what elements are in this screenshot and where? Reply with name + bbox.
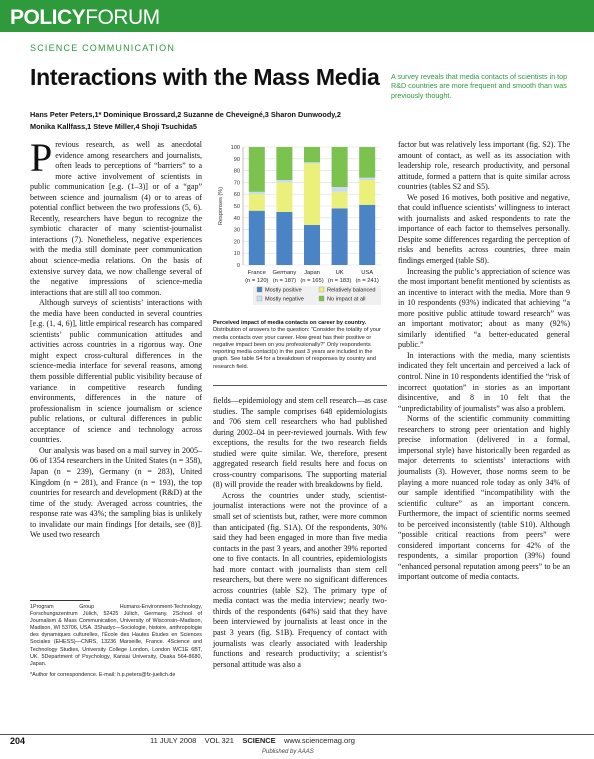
y-tick-label: 70 [233, 180, 240, 187]
caption-body: Distribution of answers to the question: “Consider the totality of your media contacts over your career. How great has their positive or negative impact been on you professionally?” Only respondents reporting media contact(s) in the past 3 years are included in the graph. See table S4 for a breakdown of responses by country and research field. [213, 327, 381, 370]
text-column-2 [213, 396, 387, 670]
bar-mostly-negative [249, 192, 265, 194]
x-tick-label: Germany [272, 270, 297, 276]
section-label: SCIENCE COMMUNICATION [30, 43, 176, 53]
y-tick-label: 100 [230, 145, 240, 151]
bar-mostly-negative [276, 180, 292, 182]
drop-cap: P [30, 135, 53, 180]
paragraph: factor but was relatively less important (fig. S2). The amount of contact, as well as its association with leadership role, research productivity, and personal attitude, formed a pattern that is quite similar across countries (tables S2 and S5). [398, 140, 570, 192]
y-tick-label: 20 [233, 239, 240, 246]
bar-mostly-positive [276, 212, 292, 265]
paragraph: In interactions with the media, many scientists indicated they felt uncertain and perceived a lack of control. Nine in 10 respondents identified the “risk of incorrect quotation” in stories as an important disincentive, and 8 in 10 felt that the “unpredictability of journalists” was also a problem. [398, 350, 570, 413]
page-number: 204 [10, 736, 26, 746]
bar-mostly-negative [304, 162, 320, 163]
x-tick-n-label: (n = 187) [272, 278, 297, 284]
y-tick-label: 40 [233, 215, 240, 222]
x-tick-label: USA [361, 270, 374, 276]
correspondence-note: *Author for correspondence. E-mail: h.p.peters@fz-juelich.de [30, 671, 176, 678]
paragraph: Our analysis was based on a mail survey in 2005–06 of 1354 researchers in the United States (n = 358), Japan (n = 239), Germany (n = 283), United Kingdom (n = 281), and France (n = 193), the top countries for research and development (R&D) at the time of the study. Averaged across countries, the response rate was 43%; the sampling bias is unlikely to invalidate our main findings [for details, see (8)]. We used two research [30, 445, 202, 540]
bar-mostly-negative [359, 178, 375, 180]
footnote-divider [30, 600, 90, 601]
x-tick-n-label: (n = 241) [355, 278, 379, 284]
bar-mostly-positive [359, 205, 375, 265]
legend-swatch [257, 287, 262, 292]
career-impact-chart [213, 141, 387, 317]
text-column-3 [398, 140, 570, 583]
bar-relatively-balanced [359, 180, 375, 205]
bar-relatively-balanced [276, 182, 292, 212]
download-note [572, 155, 586, 595]
legend-label: Mostly negative [265, 296, 304, 303]
y-tick-label: 80 [233, 168, 240, 175]
bar-mostly-negative [332, 187, 348, 192]
author-list [30, 109, 430, 132]
bar-mostly-positive [332, 208, 348, 265]
publisher-note: Published by AAAS [262, 749, 314, 755]
bar-no-impact-at-all [304, 147, 320, 162]
footer-divider [0, 734, 594, 735]
y-tick-label: 60 [233, 192, 240, 199]
paragraph: Previous research, as well as anecdotal evidence among researchers and journalists, often leads to perceptions of “barriers” to a more active involvement of scientists in public communication [e.g. (1–3)] or of a “gap” between science and journalism (4) or to areas of potential conflict between the two professions (5, 6). Recently, researchers have begun to recognize the symbiotic character of many scientist-journalist interactions (7). Nonetheless, negative experiences with the media still dominate peer communication about science-media relations. On the basis of extensive survey data, we now challenge several of the negative impressions of science-media interactions that are still all too common. [30, 135, 202, 297]
bar-mostly-positive [249, 211, 265, 265]
figure-caption [213, 320, 387, 371]
author-line-2: Monika Kallfass,1 Steve Miller,4 Shoji Tsuchida5 [30, 121, 197, 131]
article-title: Interactions with the Mass Media [30, 64, 380, 90]
y-tick-label: 10 [233, 251, 240, 258]
paragraph: fields—epidemiology and stem cell research—as case studies. The sample comprises 648 epidemiologists and 706 stem cell researchers who had published during 2002–04 in peer-reviewed journals. With few exceptions, the results for the two research fields studied were quite similar. We, therefore, present aggregated research field results here and focus on cross-country comparisons. The supporting material (8) will provide the reader with breakdowns by field. [213, 396, 387, 490]
x-tick-n-label: (n = 183) [327, 278, 352, 284]
legend-swatch [257, 296, 262, 301]
paragraph: Across the countries under study, scientist-journalist interactions were not the province of a small set of scientists but, rather, were more common than anticipated (fig. S1A). Of the respondents, 30% said they had been engaged in more than five media contacts in the past 3 years, and another 39% reported one to five contacts. In all countries, epidemiologists had more contact with journalists than stem cell researchers, but there were no significant differences across countries (table S2). The primary type of media contact was the media interview; nearly two-thirds of the respondents (64%) said that they have been interviewed by journalists at least once in the past 3 years (fig. S1B). Frequency of contact with journalists was clearly associated with leadership functions and research productivity; a scientist’s personal attitude was also a [213, 490, 387, 669]
paragraph: Although surveys of scientists’ interactions with the media have been conducted in several countries [e.g. (1, 4, 6)], little empirical research has compared scientists’ public communication attitudes and activities across countries in a rigorous way. One might expect cross-cultural differences in the science-media interface for several reasons, among them possible differential public visibility because of variance in competitive research funding environments, differences in the nature of professionalism in science journalism or science public relations, or cultural differences in public acceptance of science and technology across countries. [30, 298, 202, 445]
bar-relatively-balanced [249, 194, 265, 211]
y-axis-label: Responses (%) [218, 186, 224, 226]
bar-relatively-balanced [304, 164, 320, 225]
x-tick-label: France [247, 270, 266, 276]
banner-title: POLICYFORUM [10, 6, 160, 29]
bar-no-impact-at-all [249, 147, 265, 192]
x-tick-n-label: (n = 165) [300, 278, 324, 284]
article-tagline: A survey reveals that media contacts of scientists in top R&D countries are more frequent and smooth than was previously thought. [391, 72, 568, 100]
y-tick-label: 90 [233, 156, 240, 163]
bar-no-impact-at-all [276, 147, 292, 180]
caption-title: Perceived impact of media contacts on career by country. [213, 320, 367, 326]
figure-divider [213, 385, 387, 386]
y-tick-label: 0 [236, 263, 240, 269]
author-line-1: Hans Peter Peters,1* Dominique Brossard,2 Suzanne de Cheveigné,3 Sharon Dunwoody,2 [30, 110, 341, 119]
legend-swatch [319, 296, 324, 301]
paragraph: Increasing the public’s appreciation of science was the most important benefit mentioned by scientists as an incentive to interact with the media. More than 9 in 10 respondents (93%) indicated that achieving “a more positive public attitude toward research” was an important motivator; about as many (92%) similarly identified “a better-educated general public.” [398, 266, 570, 350]
policy-forum-banner [0, 0, 594, 32]
legend-label: Relatively balanced [327, 287, 376, 294]
x-tick-label: UK [335, 270, 344, 276]
footer-info: 11 JULY 2008 VOL 321 SCIENCE www.sciencemag.org [150, 736, 355, 745]
x-tick-label: Japan [304, 270, 320, 276]
bar-no-impact-at-all [332, 147, 348, 187]
text-column-1 [30, 135, 202, 541]
y-tick-label: 50 [233, 204, 240, 210]
legend-label: Mostly positive [265, 287, 302, 294]
affiliations-note: 1Program Group Humans-Environment-Technology, Forschungszentrum Jülich, 52425 Jülich, Germany. 2School of Journalism & Mass Communication, University of Wisconsin–Madison, Madison, WI 53706, USA. 3Shadyc—Sociologie, histoire, anthropologie des dynamiques culturelles, l’École des Hautes Études en Sciences Sociales (EHESS)—CNRS, 13236 Marseille, France. 4Science and Technology Studies, University College London, London WC1E 6BT, UK. 5Department of Psychology, Kansai University, Osaka 564-8680, Japan. [30, 604, 202, 667]
bar-mostly-positive [304, 225, 320, 265]
bar-relatively-balanced [332, 192, 348, 209]
footnotes [30, 604, 202, 679]
bar-no-impact-at-all [359, 147, 375, 178]
x-tick-n-label: (n = 120) [245, 278, 269, 284]
legend-swatch [319, 287, 324, 292]
paragraph: We posed 16 motives, both positive and negative, that could influence scientists’ willingness to interact with journalists and asked respondents to rate the importance of each factor to themselves personally. Despite some differences regarding the perception of risks and benefits across countries, three main findings emerged (table S8). [398, 192, 570, 266]
legend-label: No impact at all [327, 296, 366, 303]
y-tick-label: 30 [233, 227, 240, 234]
paragraph: Norms of the scientific community committing researchers to strong peer orientation and highly precise information (delivered in a formal, impersonal style) have historically been regarded as major deterrents to scientists’ interactions with journalists (3). However, those norms seem to be playing a more nuanced role today as only 34% of our sample identified “incompatibility with the scientific culture” as an important concern. Furthermore, the impact of scientific norms seemed to be perceived inconsistently (table S10). Although “possible critical reactions from peers” were considered important concerns for 42% of the respondents, a similar proportion (39%) found “enhanced personal reputation among peers” to be an important outcome of media contacts. [398, 414, 570, 582]
